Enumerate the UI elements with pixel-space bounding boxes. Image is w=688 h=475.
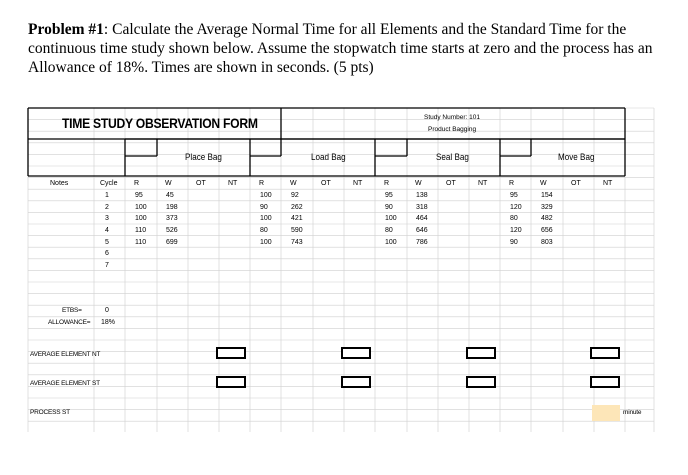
rating-value: 100 bbox=[385, 215, 397, 222]
sub-header-r: R bbox=[384, 180, 390, 187]
watch-reading-value: 656 bbox=[541, 227, 553, 234]
rating-value: 90 bbox=[385, 204, 393, 211]
rating-value: 95 bbox=[135, 192, 143, 199]
avg-st-answer-box-3[interactable] bbox=[466, 376, 496, 388]
rating-value: 120 bbox=[510, 227, 522, 234]
rating-value: 80 bbox=[510, 215, 518, 222]
rating-value: 95 bbox=[385, 192, 393, 199]
element-seal-bag: Seal Bag bbox=[436, 152, 469, 162]
sub-header-r: R bbox=[509, 180, 515, 187]
watch-reading-value: 262 bbox=[291, 204, 303, 211]
avg-st-answer-box-1[interactable] bbox=[216, 376, 246, 388]
cycle-number: 3 bbox=[105, 215, 109, 222]
minute-label: minute bbox=[623, 409, 642, 416]
avg-nt-answer-box-1[interactable] bbox=[216, 347, 246, 359]
process-st-highlight-cell[interactable] bbox=[592, 405, 620, 421]
average-element-nt-label: AVERAGE ELEMENT NT bbox=[30, 351, 101, 358]
watch-reading-value: 464 bbox=[416, 215, 428, 222]
sub-header-ot: OT bbox=[446, 180, 456, 187]
rating-value: 120 bbox=[510, 204, 522, 211]
element-load-bag: Load Bag bbox=[311, 152, 346, 162]
allowance-label: ALLOWANCE= bbox=[48, 319, 91, 326]
rating-value: 90 bbox=[510, 239, 518, 246]
rating-value: 95 bbox=[510, 192, 518, 199]
watch-reading-value: 45 bbox=[166, 192, 174, 199]
watch-reading-value: 699 bbox=[166, 239, 178, 246]
watch-reading-value: 803 bbox=[541, 239, 553, 246]
product-name: Product Bagging bbox=[428, 126, 477, 133]
element-place-bag: Place Bag bbox=[185, 152, 222, 162]
rating-value: 90 bbox=[260, 204, 268, 211]
rating-value: 80 bbox=[260, 227, 268, 234]
average-element-st-label: AVERAGE ELEMENT ST bbox=[30, 380, 100, 387]
watch-reading-value: 373 bbox=[166, 215, 178, 222]
watch-reading-value: 590 bbox=[291, 227, 303, 234]
sub-header-w: W bbox=[415, 180, 422, 187]
watch-reading-value: 92 bbox=[291, 192, 299, 199]
rating-value: 100 bbox=[260, 192, 272, 199]
allowance-value: 18% bbox=[101, 319, 116, 326]
watch-reading-value: 482 bbox=[541, 215, 553, 222]
rating-value: 110 bbox=[135, 239, 147, 246]
sub-header-w: W bbox=[290, 180, 297, 187]
rating-value: 100 bbox=[260, 215, 272, 222]
cycle-header: Cycle bbox=[100, 180, 118, 187]
rating-value: 100 bbox=[135, 204, 147, 211]
watch-reading-value: 138 bbox=[416, 192, 428, 199]
watch-reading-value: 526 bbox=[166, 227, 178, 234]
sub-header-r: R bbox=[259, 180, 265, 187]
watch-reading-value: 786 bbox=[416, 239, 428, 246]
cycle-number: 1 bbox=[105, 192, 109, 199]
cycle-number: 7 bbox=[105, 262, 109, 269]
sub-header-nt: NT bbox=[353, 180, 363, 187]
watch-reading-value: 198 bbox=[166, 204, 178, 211]
study-number: Study Number: 101 bbox=[424, 114, 481, 121]
process-st-label: PROCESS ST bbox=[30, 409, 70, 416]
problem-text: : Calculate the Average Normal Time for all Elements and the Standard Time for the continuous time study shown below. Assume the stopwatch time starts at zero and the process has an Allowance of 18%. Times are shown in seconds. (5 pts) bbox=[28, 21, 653, 76]
sub-header-nt: NT bbox=[478, 180, 488, 187]
rating-value: 110 bbox=[135, 227, 147, 234]
cycle-number: 5 bbox=[105, 239, 109, 246]
problem-label: Problem #1 bbox=[28, 21, 104, 38]
watch-reading-value: 743 bbox=[291, 239, 303, 246]
etbs-label: ETBS= bbox=[62, 307, 82, 314]
avg-st-answer-box-2[interactable] bbox=[341, 376, 371, 388]
sub-header-nt: NT bbox=[603, 180, 613, 187]
form-title: TIME STUDY OBSERVATION FORM bbox=[62, 116, 258, 131]
cycle-number: 4 bbox=[105, 227, 109, 234]
sub-header-ot: OT bbox=[196, 180, 206, 187]
sub-header-nt: NT bbox=[228, 180, 238, 187]
element-move-bag: Move Bag bbox=[558, 152, 595, 162]
watch-reading-value: 421 bbox=[291, 215, 303, 222]
etbs-value: 0 bbox=[105, 307, 109, 314]
rating-value: 100 bbox=[385, 239, 397, 246]
avg-nt-answer-box-4[interactable] bbox=[590, 347, 620, 359]
watch-reading-value: 646 bbox=[416, 227, 428, 234]
avg-nt-answer-box-2[interactable] bbox=[341, 347, 371, 359]
watch-reading-value: 154 bbox=[541, 192, 553, 199]
rating-value: 100 bbox=[260, 239, 272, 246]
cycle-number: 6 bbox=[105, 250, 109, 257]
watch-reading-value: 329 bbox=[541, 204, 553, 211]
sub-header-w: W bbox=[165, 180, 172, 187]
avg-nt-answer-box-3[interactable] bbox=[466, 347, 496, 359]
sub-header-w: W bbox=[540, 180, 547, 187]
rating-value: 80 bbox=[385, 227, 393, 234]
cycle-number: 2 bbox=[105, 204, 109, 211]
watch-reading-value: 318 bbox=[416, 204, 428, 211]
notes-header: Notes bbox=[50, 180, 69, 187]
sub-header-r: R bbox=[134, 180, 140, 187]
sub-header-ot: OT bbox=[321, 180, 331, 187]
sub-header-ot: OT bbox=[571, 180, 581, 187]
avg-st-answer-box-4[interactable] bbox=[590, 376, 620, 388]
rating-value: 100 bbox=[135, 215, 147, 222]
